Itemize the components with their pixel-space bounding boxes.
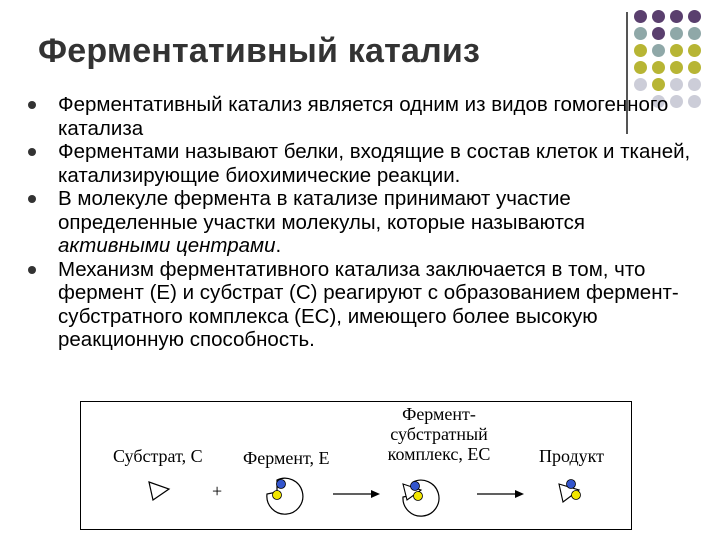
bullet-item: [18, 140, 698, 187]
decor-dot: [634, 44, 647, 57]
decor-dot: [688, 10, 701, 23]
decor-dot: [652, 10, 665, 23]
decor-dot: [688, 61, 701, 74]
product-label: Продукт: [539, 446, 605, 466]
enzyme-label: Фермент, Е: [243, 448, 330, 468]
bullet-list: [18, 93, 698, 352]
active-site-blue-icon: [277, 480, 286, 489]
bullet-emphasis: активными центрами: [58, 234, 276, 257]
decor-dot: [652, 78, 665, 91]
decor-dot: [670, 10, 683, 23]
decor-dot: [670, 44, 683, 57]
slide-title: Ферментативный катализ: [38, 32, 481, 70]
enzyme-icon: [267, 478, 303, 514]
decor-dot: [688, 78, 701, 91]
bullet-item: [18, 93, 698, 140]
decor-dot: [634, 61, 647, 74]
reaction-diagram: [80, 401, 632, 530]
bullet-item: [18, 187, 698, 258]
plus-sign: +: [212, 481, 223, 501]
product-icon: [559, 480, 581, 503]
decor-dot: [670, 78, 683, 91]
decor-dot: [670, 27, 683, 40]
reaction-arrow-icon: [333, 490, 380, 498]
bullet-text: В молекуле фермента в катализе принимают участие определенные участки молекулы, которые называются: [58, 187, 586, 234]
decor-dot: [634, 10, 647, 23]
decor-dot: [652, 61, 665, 74]
bullet-dot-icon: [28, 266, 36, 274]
bullet-dot-icon: [28, 101, 36, 109]
decor-dot: [688, 44, 701, 57]
reaction-drawing: [81, 402, 631, 529]
bullet-dot-icon: [28, 195, 36, 203]
bullet-text-end: .: [275, 234, 282, 257]
complex-icon: [403, 480, 439, 516]
bullet-text: Ферментативный катализ является одним из видов гомогенного катализа: [58, 93, 669, 140]
bullet-dot-icon: [28, 148, 36, 156]
active-site-yellow-icon: [273, 491, 282, 500]
complex-label: Фермент-субстратный комплекс, ЕС: [387, 404, 491, 464]
decor-dot: [688, 27, 701, 40]
decor-dot: [634, 27, 647, 40]
reaction-arrow-icon: [477, 490, 524, 498]
decor-dot: [652, 27, 665, 40]
substrate-label: Субстрат, С: [113, 446, 203, 466]
bullet-item: [18, 258, 698, 352]
bullet-text: Механизм ферментативного катализа заключается в том, что фермент (Е) и субстрат (С) реагируют с образованием фермент-субстратного комплекса (ЕС), имеющего более высокую реакционную способность.: [58, 257, 679, 351]
decor-dot: [634, 78, 647, 91]
bullet-text: Ферментами называют белки, входящие в состав клеток и тканей, катализирующие биохимические реакции.: [58, 140, 691, 187]
decor-dot: [652, 44, 665, 57]
decor-dot: [670, 61, 683, 74]
substrate-triangle-icon: [149, 482, 169, 500]
